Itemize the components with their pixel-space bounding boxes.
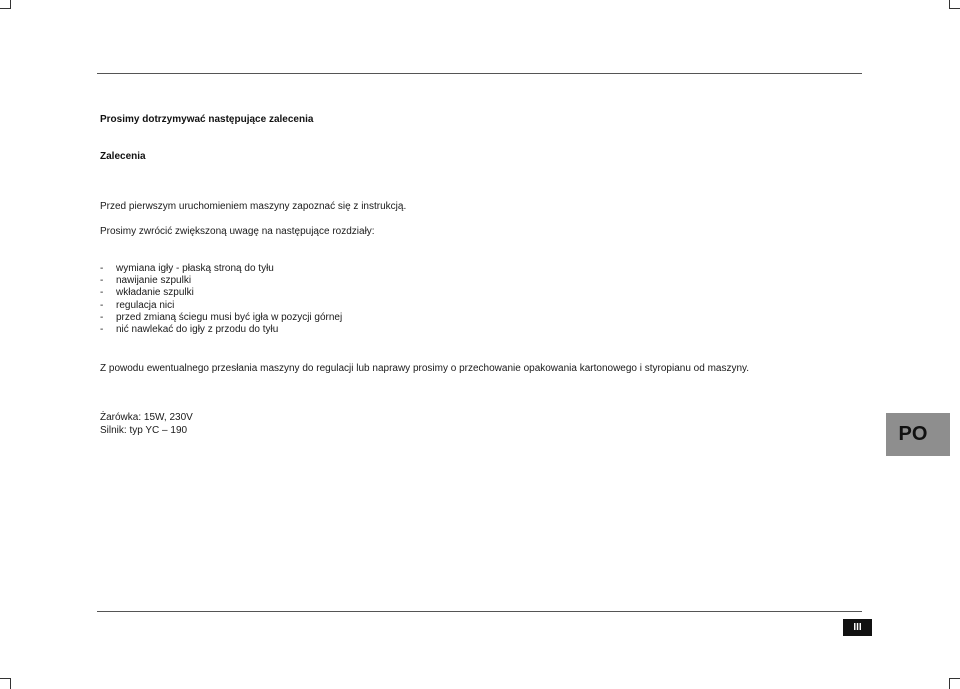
list-item-text: przed zmianą ściegu musi być igła w pozycji górnej (116, 311, 343, 323)
list-item-text: wkładanie szpulki (116, 287, 194, 299)
footer-rule (97, 611, 862, 612)
spec-bulb: Żarówka: 15W, 230V (100, 412, 193, 423)
transport-note: Z powodu ewentualnego przesłania maszyny do regulacji lub naprawy prosimy o przechowanie opakowania kartonowego i styropianu od maszyny. (100, 363, 750, 374)
list-item-text: wymiana igły - płaską stroną do tyłu (116, 263, 274, 274)
section-heading: Zalecenia (100, 151, 146, 162)
bullet-dash: - (100, 311, 104, 323)
spec-motor: Silnik: typ YC – 190 (100, 425, 188, 436)
intro-line-1: Przed pierwszym uruchomieniem maszyny zapoznać się z instrukcją. (100, 201, 407, 212)
list-item (100, 300, 342, 312)
list-item (100, 275, 342, 287)
intro-line-2: Prosimy zwrócić zwiększoną uwagę na następujące rozdziały: (100, 226, 375, 237)
page-number: III (843, 619, 872, 636)
header-rule (97, 73, 862, 74)
bullet-dash: - (100, 275, 104, 287)
list-item (100, 324, 342, 336)
bullet-dash: - (100, 299, 104, 311)
list-item-text: regulacja nici (116, 299, 175, 311)
crop-mark-top-left (0, 0, 11, 9)
recommendation-list (100, 263, 342, 336)
bullet-dash: - (100, 323, 104, 335)
crop-mark-bottom-left (0, 678, 11, 689)
list-item (100, 287, 342, 299)
crop-mark-top-right (949, 0, 960, 9)
crop-mark-bottom-right (949, 678, 960, 689)
bullet-dash: - (100, 287, 104, 299)
list-item-text: nić nawlekać do igły z przodu do tyłu (116, 323, 279, 335)
list-item (100, 263, 342, 275)
list-item (100, 312, 342, 324)
list-item-text: nawijanie szpulki (116, 275, 192, 287)
language-tab: PO (886, 413, 950, 456)
page-title: Prosimy dotrzymywać następujące zalecenia (100, 114, 314, 125)
bullet-dash: - (100, 263, 104, 274)
